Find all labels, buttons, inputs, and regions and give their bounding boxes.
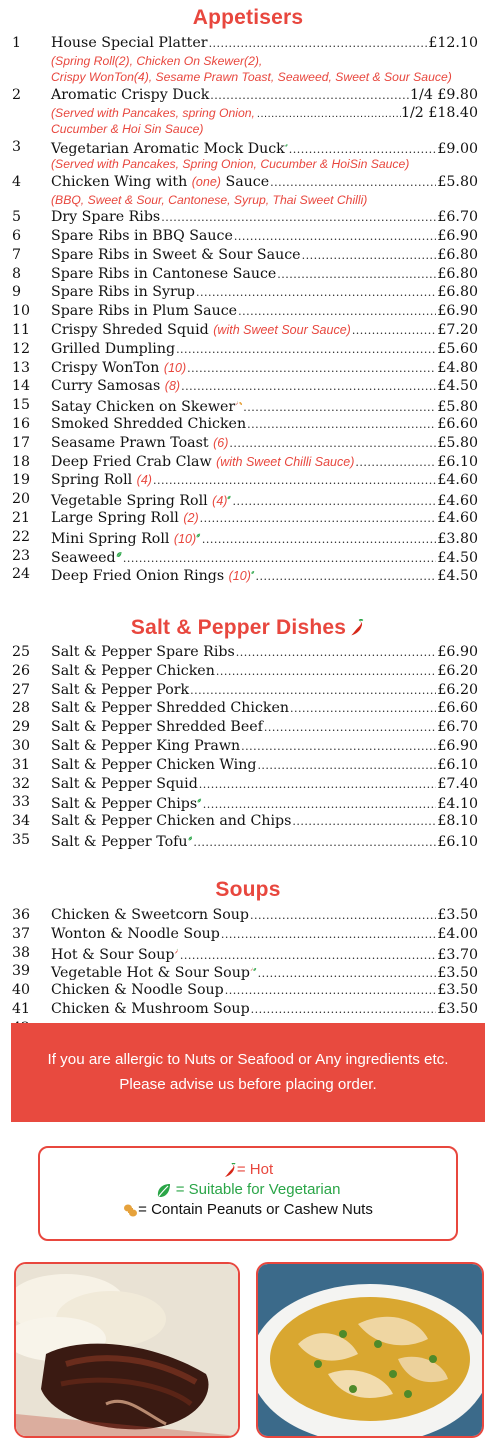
item-name: Seaweed bbox=[51, 549, 116, 566]
item-name: Crispy WonTon bbox=[51, 359, 160, 376]
item-name: Chicken & Mushroom Soup bbox=[51, 1000, 250, 1017]
item-price: £5.80 bbox=[437, 434, 478, 451]
item-price: £6.80 bbox=[437, 265, 478, 282]
item-price: £6.60 bbox=[437, 415, 478, 432]
item-name: Salt & Pepper Chicken bbox=[51, 662, 215, 679]
description-line: (BBQ, Sweet & Sour, Cantonese, Syrup, Thai Sweet Chilli) bbox=[51, 192, 368, 207]
item-number: 23 bbox=[12, 547, 31, 564]
peanut-icon bbox=[239, 396, 243, 411]
item-number: 14 bbox=[12, 378, 31, 395]
item-description bbox=[0, 69, 496, 86]
leaf-icon bbox=[197, 793, 202, 808]
chili-icon bbox=[349, 619, 365, 637]
menu-item bbox=[0, 490, 496, 509]
leaf-icon bbox=[188, 831, 193, 846]
item-name: Salt & Pepper Shredded Chicken bbox=[51, 700, 290, 717]
item-number: 15 bbox=[12, 397, 31, 414]
legend-veg-text: = Suitable for Vegetarian bbox=[175, 1181, 341, 1198]
salt-pepper-list bbox=[0, 643, 496, 850]
item-price: £6.90 bbox=[437, 737, 478, 754]
menu-item bbox=[0, 246, 496, 265]
legend-veg bbox=[40, 1180, 456, 1200]
item-price: £4.60 bbox=[437, 472, 478, 489]
item-number: 8 bbox=[12, 265, 22, 282]
item-price: £6.80 bbox=[437, 284, 478, 301]
item-number: 29 bbox=[12, 719, 31, 736]
item-number: 5 bbox=[12, 209, 22, 226]
legend-nut-text: = Contain Peanuts or Cashew Nuts bbox=[138, 1201, 373, 1218]
item-number: 21 bbox=[12, 509, 31, 526]
menu-item bbox=[0, 981, 496, 1000]
item-note: (6) bbox=[213, 435, 229, 450]
item-number: 40 bbox=[12, 982, 31, 999]
item-price: £6.20 bbox=[437, 662, 478, 679]
item-price: 1/4 £9.80 bbox=[410, 86, 478, 103]
item-note: (8) bbox=[164, 379, 181, 394]
item-number: 18 bbox=[12, 453, 31, 470]
appetisers-list bbox=[0, 34, 496, 584]
item-number: 35 bbox=[12, 831, 31, 848]
item-name: Salt & Pepper Chips bbox=[51, 796, 198, 813]
item-name: Spring Roll bbox=[51, 472, 133, 489]
item-name: Vegetarian Aromatic Mock Duck bbox=[51, 140, 285, 157]
item-price: £4.50 bbox=[437, 378, 478, 395]
item-name: Spare Ribs in BBQ Sauce bbox=[51, 227, 233, 244]
section-title-soups bbox=[0, 878, 496, 902]
leaf-icon bbox=[251, 565, 255, 580]
item-name: Salt & Pepper Chicken Wing bbox=[51, 756, 257, 773]
item-number: 25 bbox=[12, 644, 31, 660]
item-price: £3.50 bbox=[437, 907, 478, 923]
leaf-icon bbox=[116, 547, 122, 562]
item-name: Hot & Sour Soup bbox=[51, 946, 175, 963]
item-number: 31 bbox=[12, 756, 31, 773]
legend-hot-text: = Hot bbox=[236, 1161, 274, 1178]
item-name: Salt & Pepper Chicken and Chips bbox=[51, 813, 292, 830]
item-price: £3.50 bbox=[437, 1000, 478, 1017]
item-description bbox=[0, 121, 496, 138]
item-price: £6.70 bbox=[437, 719, 478, 736]
item-description bbox=[0, 105, 496, 122]
menu-item bbox=[0, 906, 496, 925]
menu-item bbox=[0, 86, 496, 105]
menu-item bbox=[0, 756, 496, 775]
item-name: Salt & Pepper Tofu bbox=[51, 833, 188, 850]
item-price: £6.70 bbox=[437, 209, 478, 226]
menu-item bbox=[0, 737, 496, 756]
menu-item bbox=[0, 138, 496, 157]
menu-item bbox=[0, 340, 496, 359]
item-number: 41 bbox=[12, 1000, 31, 1017]
menu-item bbox=[0, 265, 496, 284]
menu-item bbox=[0, 509, 496, 528]
item-price: £3.50 bbox=[437, 965, 478, 982]
menu-item bbox=[0, 415, 496, 434]
item-number: 32 bbox=[12, 775, 31, 792]
menu-item bbox=[0, 718, 496, 737]
menu-item bbox=[0, 471, 496, 490]
item-price: £6.10 bbox=[437, 833, 478, 850]
item-note: (one) bbox=[191, 174, 221, 189]
menu-item bbox=[0, 359, 496, 378]
item-number: 12 bbox=[12, 340, 31, 357]
item-note: (4) bbox=[212, 494, 228, 509]
menu-item bbox=[0, 775, 496, 794]
menu-item bbox=[0, 396, 496, 415]
chili-icon bbox=[174, 944, 178, 959]
leaf-icon bbox=[253, 962, 257, 977]
item-name: Seasame Prawn Toast bbox=[51, 434, 209, 451]
item-name: Large Spring Roll bbox=[51, 509, 179, 526]
item-number: 20 bbox=[12, 491, 31, 508]
item-number: 26 bbox=[12, 662, 31, 679]
item-price: £5.60 bbox=[437, 340, 478, 357]
item-number: 28 bbox=[12, 700, 31, 717]
item-price: £6.10 bbox=[437, 756, 478, 773]
section-title-text: Salt & Pepper Dishes bbox=[130, 616, 347, 639]
allergy-line-1: If you are allergic to Nuts or Seafood or Any ingredients etc. bbox=[47, 1051, 449, 1068]
item-note: (10) bbox=[163, 360, 187, 375]
section-title-text: Appetisers bbox=[192, 6, 304, 29]
item-number: 27 bbox=[12, 681, 31, 698]
item-name: Spare Ribs in Plum Sauce bbox=[51, 303, 238, 320]
item-name: Vegetable Hot & Sour Soup bbox=[51, 965, 250, 982]
item-price: £6.60 bbox=[437, 700, 478, 717]
description-line: Cucumber & Hoi Sin Sauce) bbox=[51, 122, 204, 137]
item-number: 2 bbox=[12, 86, 22, 103]
legend-hot bbox=[40, 1160, 456, 1180]
item-price: £7.20 bbox=[437, 321, 478, 338]
curry-chicken-photo bbox=[256, 1262, 484, 1438]
item-number: 13 bbox=[12, 359, 31, 376]
item-name: Deep Fried Crab Claw bbox=[51, 453, 212, 470]
item-price: £9.00 bbox=[437, 140, 478, 157]
item-number: 16 bbox=[12, 415, 31, 432]
item-number: 38 bbox=[12, 944, 31, 961]
item-name: Deep Fried Onion Rings bbox=[51, 568, 225, 585]
item-name: Dry Spare Ribs bbox=[51, 209, 161, 226]
item-name: Satay Chicken on Skewer bbox=[51, 399, 236, 416]
item-note: (2) bbox=[183, 510, 199, 525]
menu-item bbox=[0, 173, 496, 192]
item-description bbox=[0, 53, 496, 70]
item-price: £4.00 bbox=[437, 925, 478, 942]
item-price: £4.60 bbox=[437, 509, 478, 526]
item-name: Mini Spring Roll bbox=[51, 530, 170, 547]
menu-item bbox=[0, 208, 496, 227]
menu-item bbox=[0, 925, 496, 944]
menu-item bbox=[0, 377, 496, 396]
menu-item bbox=[0, 643, 496, 662]
menu-item bbox=[0, 831, 496, 850]
item-name: Salt & Pepper King Prawn bbox=[51, 737, 241, 754]
item-name: Chicken Wing with bbox=[51, 173, 188, 190]
item-price: £6.90 bbox=[437, 303, 478, 320]
item-note: (10) bbox=[173, 531, 197, 546]
item-note: (4) bbox=[136, 473, 152, 488]
legend-nut bbox=[40, 1200, 456, 1220]
item-name: Vegetable Spring Roll bbox=[51, 493, 208, 510]
description-line: Crispy WonTon(4), Sesame Prawn Toast, Seaweed, Sweet & Sour Sauce) bbox=[51, 70, 452, 85]
item-number: 30 bbox=[12, 737, 31, 754]
item-name: Chicken & Sweetcorn Soup bbox=[51, 907, 250, 923]
item-name: Curry Samosas bbox=[51, 378, 161, 395]
item-price: £4.50 bbox=[437, 568, 478, 585]
item-price: £6.80 bbox=[437, 246, 478, 263]
item-number: 7 bbox=[12, 246, 22, 263]
item-number: 19 bbox=[12, 472, 31, 489]
menu-item bbox=[0, 793, 496, 812]
menu-item bbox=[0, 944, 496, 963]
menu-item bbox=[0, 227, 496, 246]
item-name: Wonton & Noodle Soup bbox=[51, 925, 220, 942]
menu-item bbox=[0, 34, 496, 53]
item-number: 4 bbox=[12, 173, 22, 190]
item-name: Salt & Pepper Shredded Beef bbox=[51, 719, 263, 736]
item-number: 33 bbox=[12, 794, 31, 811]
allergy-line-2: Please advise us before placing order. bbox=[119, 1076, 377, 1093]
menu-item bbox=[0, 434, 496, 453]
item-name-suffix: Sauce bbox=[225, 173, 270, 190]
item-price: £3.80 bbox=[437, 530, 478, 547]
menu-item bbox=[0, 321, 496, 340]
leaf-icon bbox=[156, 1183, 172, 1198]
item-number: 6 bbox=[12, 227, 22, 244]
item-price: £8.10 bbox=[437, 813, 478, 830]
section-title-text: Soups bbox=[215, 878, 281, 901]
soups-list bbox=[0, 906, 496, 1038]
menu-item bbox=[0, 565, 496, 584]
menu-item bbox=[0, 699, 496, 718]
item-price: £3.50 bbox=[437, 982, 478, 999]
menu-item bbox=[0, 453, 496, 472]
item-number: 9 bbox=[12, 284, 22, 301]
item-number: 11 bbox=[12, 321, 31, 338]
section-title-appetisers bbox=[0, 6, 496, 30]
item-number: 22 bbox=[12, 528, 31, 545]
item-price: £5.80 bbox=[437, 173, 478, 190]
menu-item bbox=[0, 528, 496, 547]
menu-item bbox=[0, 662, 496, 681]
menu-item bbox=[0, 283, 496, 302]
peanut-icon bbox=[123, 1203, 138, 1218]
item-name: Crispy Shreded Squid bbox=[51, 321, 209, 338]
item-price: £4.50 bbox=[437, 549, 478, 566]
item-name: Grilled Dumpling bbox=[51, 340, 176, 357]
item-price: £6.90 bbox=[437, 644, 478, 660]
item-price: £3.70 bbox=[437, 946, 478, 963]
item-price: £4.60 bbox=[437, 493, 478, 510]
icon-legend bbox=[38, 1146, 458, 1241]
item-description bbox=[0, 156, 496, 173]
item-note: (with Sweet Chilli Sauce) bbox=[216, 454, 355, 469]
menu-item bbox=[0, 812, 496, 831]
item-number: 24 bbox=[12, 566, 31, 583]
section-title-salt-pepper bbox=[0, 616, 496, 640]
item-name: House Special Platter bbox=[51, 35, 208, 51]
item-name: Spare Ribs in Syrup bbox=[51, 284, 195, 301]
item-name: Smoked Shredded Chicken bbox=[51, 415, 247, 432]
item-price: £6.10 bbox=[437, 453, 478, 470]
item-price: £4.80 bbox=[437, 359, 478, 376]
menu-item bbox=[0, 681, 496, 700]
item-price: £6.90 bbox=[437, 227, 478, 244]
item-price: £5.80 bbox=[437, 399, 478, 416]
menu-item bbox=[0, 547, 496, 566]
menu-item bbox=[0, 962, 496, 981]
allergy-notice bbox=[11, 1023, 485, 1122]
item-price: £12.10 bbox=[428, 35, 478, 51]
item-name: Aromatic Crispy Duck bbox=[51, 86, 210, 103]
description-line: (Served with Pancakes, spring Onion, bbox=[51, 105, 255, 120]
item-name: Salt & Pepper Squid bbox=[51, 775, 198, 792]
chili-icon bbox=[223, 1163, 237, 1178]
leaf-icon bbox=[196, 528, 201, 543]
item-price-half: 1/2 £18.40 bbox=[401, 104, 478, 121]
item-name: Spare Ribs in Sweet & Sour Sauce bbox=[51, 246, 301, 263]
menu-item bbox=[0, 302, 496, 321]
item-name: Spare Ribs in Cantonese Sauce bbox=[51, 265, 277, 282]
item-price: £7.40 bbox=[437, 775, 478, 792]
item-price: £4.10 bbox=[437, 796, 478, 813]
menu-item bbox=[0, 1000, 496, 1019]
leaf-icon bbox=[285, 138, 288, 153]
item-number: 10 bbox=[12, 303, 31, 320]
item-name: Salt & Pepper Pork bbox=[51, 681, 190, 698]
leaf-icon bbox=[227, 490, 231, 505]
description-line: (Served with Pancakes, Spring Onion, Cucumber & HoiSin Sauce) bbox=[51, 157, 410, 172]
item-name: Salt & Pepper Spare Ribs bbox=[51, 644, 235, 660]
item-note: (with Sweet Sour Sauce) bbox=[213, 322, 351, 337]
item-description bbox=[0, 192, 496, 209]
item-number: 39 bbox=[12, 963, 31, 980]
item-name: Chicken & Noodle Soup bbox=[51, 982, 224, 999]
item-note: (10) bbox=[228, 569, 251, 584]
item-number: 34 bbox=[12, 813, 31, 830]
item-number: 37 bbox=[12, 925, 31, 942]
item-number: 17 bbox=[12, 434, 31, 451]
item-number: 36 bbox=[12, 907, 31, 923]
duck-photo bbox=[14, 1262, 240, 1438]
description-line: (Spring Roll(2), Chicken On Skewer(2), bbox=[51, 53, 263, 68]
item-number: 1 bbox=[12, 35, 22, 51]
item-price: £6.20 bbox=[437, 681, 478, 698]
item-number: 3 bbox=[12, 138, 22, 155]
